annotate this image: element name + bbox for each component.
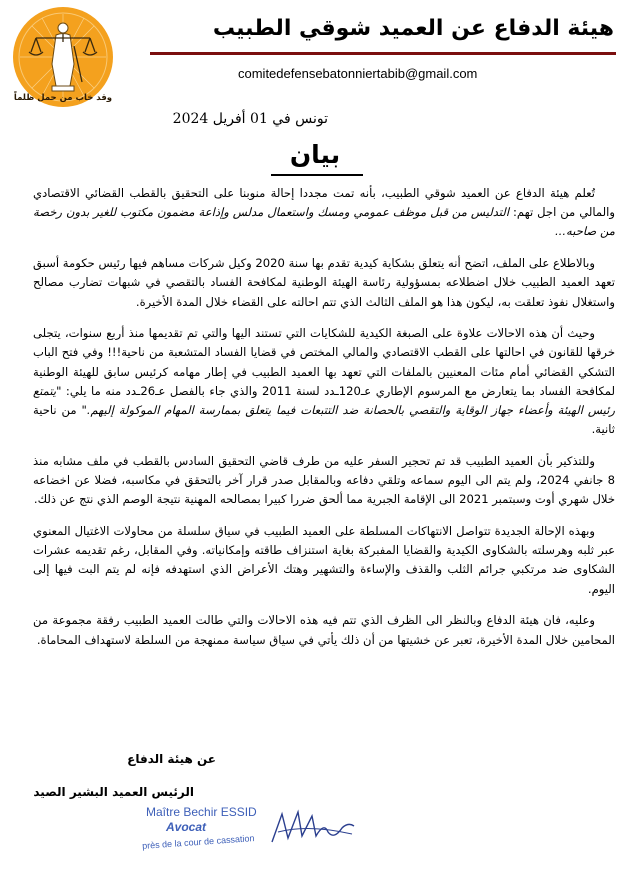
document-date: تونس في 01 أفريل 2024 (172, 111, 328, 127)
signature-on-behalf: عن هيئة الدفاع (127, 752, 216, 766)
signatory-name: الرئيس العميد البشير الصيد (33, 785, 194, 799)
scales-of-justice-logo (12, 6, 114, 108)
title-divider (150, 52, 616, 55)
paragraph-6: وعليه، فان هيئة الدفاع وبالنظر الى الظرف الذي تتم فيه هذه الاحالات والتي طالت العميد الطبيب رفقة مجموعة من المحامين خلال المدة الأخيرة، تعبر عن خشيتها من أن ذلك يأتي في سياق سياسة ممنهجة من السلطة لاستهداف المحاماة. (33, 613, 615, 647)
stamp-name: Maître Bechir ESSID (146, 805, 257, 819)
org-title: هيئة الدفاع عن العميد شوقي الطبيب (212, 16, 614, 41)
paragraph-3-quote: يتمتع رئيس الهيئة وأعضاء جهاز الوقاية والتقصي بالحصانة ضد التتبعات فيما يتعلق بممارسة المهام الموكولة إليهم. (33, 383, 615, 418)
statement-body (33, 184, 615, 662)
paragraph-4: وللتذكير بأن العميد الطبيب قد تم تحجير السفر عليه من طرف قاضي التحقيق السادس بالقطب في ملف مشابه منذ 8 جانفي 2024، ولم يتم الى اليوم سماعه وتلقي دفاعه وبالمقابل صدر قرار آخر بالتحقق في مكاسبه، فضلا عن اخضاعه خلال شهري أوت وسبتمبر 2021 الى الإقامة الجبرية مما ألحق ضررا كبيرا بمصالحه المهنية نتيجة الوصم الذي نتج عن ذلك. (33, 453, 615, 507)
lawyer-stamp (126, 805, 276, 871)
stamp-title: Avocat (166, 820, 207, 834)
paragraph-5: وبهذه الإحالة الجديدة تتواصل الانتهاكات المسلطة على العميد الطبيب في سياق سلسلة من محاولات الاغتيال المعنوي عبر ثلبه وهرسلته بالشكاوى الكيدية والقضايا المفبركة بغاية استنزاف طاقته وإمكانياته. وفي المقابل، رغم تقديمه عشرات الشكاوى ضد مرتكبي جرائم الثلب والقذف والإساءة والتشهير وهتك الأعراض الذي استهدفه فإنه لم يتم البت فيها إلى اليوم. (33, 524, 615, 596)
stamp-court: près de la cour de cassation (141, 833, 255, 851)
handwritten-signature (268, 802, 358, 852)
statement-title-underline (271, 174, 363, 176)
paragraph-2: وبالاطلاع على الملف، اتضح أنه يتعلق بشكاية كيدية تقدم بها سنة 2020 وكيل شركات مساهم فيها رئيس حكومة أسبق تعهد العميد الطبيب خلال اضطلاعه بمسؤولية رئاسة الهيئة الوطنية لمكافحة الفساد بالتقصي في شبهات تضارب مصالح واستغلال نفوذ تعلقت به، ليكون هذا هو الملف الثالث الذي تتم احالته على القضاء خلال المدة الأخيرة. (33, 256, 615, 309)
paragraph-3 (33, 324, 615, 439)
contact-email: comitedefensebatonniertabib@gmail.com (238, 66, 478, 81)
logo-motto: وقد خاب من حمل ظلماً (13, 93, 113, 103)
paragraph-1-lead: تُعلم هيئة الدفاع عن العميد شوقي الطبيب، بأنه تمت مجددا إحالة منوبنا على التحقيق بالقطب القضائي الاقتصادي والمالي من اجل تهم: (33, 186, 615, 220)
statement-title: بيان (289, 140, 341, 169)
paragraph-3-lead: وحيث أن هذه الاحالات علاوة على الصبغة الكيدية للشكايات التي تستند اليها والتي تم تقديمها منذ أربع سنوات، يتجلى خرقها للقانون في احالتها على القطب الاقتصادي والمالي المختص في قضايا الفساد المتشعبة من ناحية!!! وفي فتح الباب التشكي القضائي أمام مئات المعنيين بالملفات التي تعهد بها العميد الطبيب في إطار مهامه كرئيس سابق للهيئة الوطنية لمكافحة الفساد بما يتعارض مع المرسوم الإطاري عـ120ـدد لسنة 2011 والذي جاء بالفصل عـ26ـدد منه ما يلي: " (33, 326, 616, 398)
paragraph-1 (33, 184, 615, 242)
paragraph-3-tail: " من ناحية ثانية. (33, 403, 615, 437)
paragraph-1-charges: التدليس من قبل موظف عمومي ومسك واستعمال مدلس وإذاعة مضمون مكتوب للغير بدون رخصة من صاحبه... (33, 205, 615, 239)
